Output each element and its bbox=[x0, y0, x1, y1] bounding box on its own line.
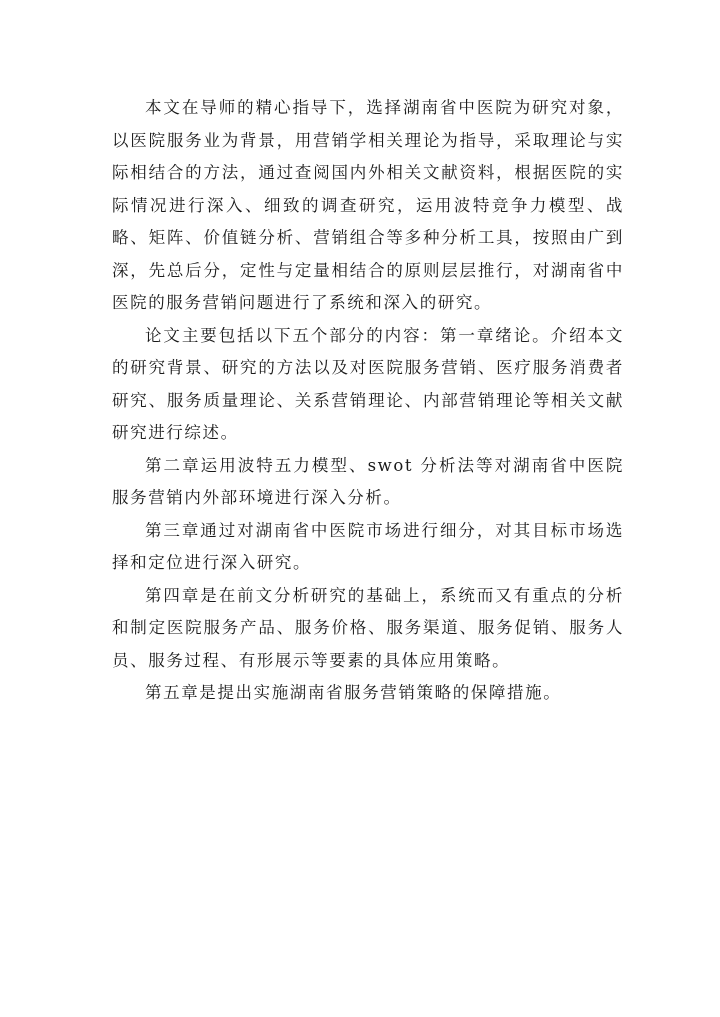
paragraph-chapter-three: 第三章通过对湖南省中医院市场进行细分，对其目标市场选择和定位进行深入研究。 bbox=[112, 520, 624, 572]
document-body bbox=[112, 92, 624, 710]
paragraph-thesis-structure: 论文主要包括以下五个部分的内容：第一章绪论。介绍本文的研究背景、研究的方法以及对医院服务营销、医疗服务消费者研究、服务质量理论、关系营销理论、内部营销理论等相关文献研究进行综述。 bbox=[112, 325, 624, 442]
paragraph-chapter-two: 第二章运用波特五力模型、swot 分析法等对湖南省中医院服务营销内外部环境进行深入分析。 bbox=[112, 455, 624, 507]
paragraph-abstract-intro: 本文在导师的精心指导下，选择湖南省中医院为研究对象，以医院服务业为背景，用营销学相关理论为指导，采取理论与实际相结合的方法，通过查阅国内外相关文献资料，根据医院的实际情况进行深入、细致的调查研究，运用波特竞争力模型、战略、矩阵、价值链分析、营销组合等多种分析工具，按照由广到深，先总后分，定性与定量相结合的原则层层推行，对湖南省中医院的服务营销问题进行了系统和深入的研究。 bbox=[112, 98, 624, 312]
paragraph-chapter-four: 第四章是在前文分析研究的基础上，系统而又有重点的分析和制定医院服务产品、服务价格、服务渠道、服务促销、服务人员、服务过程、有形展示等要素的具体应用策略。 bbox=[112, 585, 624, 670]
paragraph-chapter-five: 第五章是提出实施湖南省服务营销策略的保障措施。 bbox=[145, 683, 562, 702]
